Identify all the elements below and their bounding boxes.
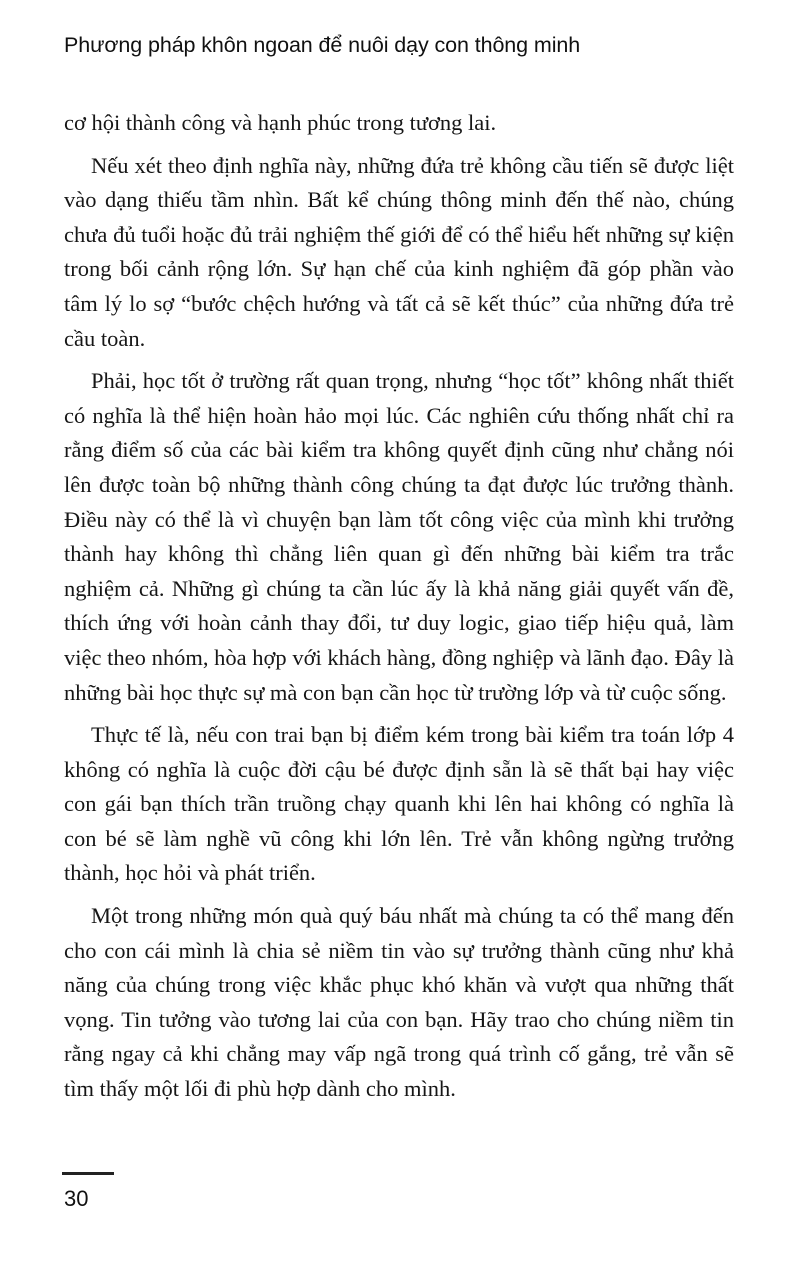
- running-header-title: Phương pháp khôn ngoan để nuôi dạy con thông minh: [64, 33, 581, 57]
- footer-divider: [62, 1172, 114, 1175]
- paragraph: Thực tế là, nếu con trai bạn bị điểm kém trong bài kiểm tra toán lớp 4 không có nghĩa là cuộc đời cậu bé được định sẵn là sẽ thất bại hay việc con gái bạn thích trần truồng chạy quanh khi lên hai không có nghĩa là con bé sẽ làm nghề vũ công khi lớn lên. Trẻ vẫn không ngừng trưởng thành, học hỏi và phát triển.: [64, 722, 734, 886]
- paragraph-continuation: cơ hội thành công và hạnh phúc trong tương lai.: [64, 110, 497, 135]
- page-body: [64, 106, 734, 1107]
- page-number: 30: [64, 1186, 89, 1211]
- paragraph: Một trong những món quà quý báu nhất mà chúng ta có thể mang đến cho con cái mình là chia sẻ niềm tin vào sự trưởng thành cũng như khả năng của chúng trong việc khắc phục khó khăn và vượt qua những thất vọng. Tin tưởng vào tương lai của con bạn. Hãy trao cho chúng niềm tin rằng ngay cả khi chẳng may vấp ngã trong quá trình cố gắng, trẻ vẫn sẽ tìm thấy một lối đi phù hợp dành cho mình.: [64, 903, 734, 1102]
- paragraph: Phải, học tốt ở trường rất quan trọng, nhưng “học tốt” không nhất thiết có nghĩa là thể hiện hoàn hảo mọi lúc. Các nghiên cứu thống nhất chỉ ra rằng điểm số của các bài kiểm tra không quyết định cũng như chẳng nói lên được toàn bộ những thành công chúng ta đạt được lúc trưởng thành. Điều này có thể là vì chuyện bạn làm tốt công việc của mình khi trưởng thành hay không thì chẳng liên quan gì đến những bài kiểm tra trắc nghiệm cả. Những gì chúng ta cần lúc ấy là khả năng giải quyết vấn đề, thích ứng với hoàn cảnh thay đổi, tư duy logic, giao tiếp hiệu quả, làm việc theo nhóm, hòa hợp với khách hàng, đồng nghiệp và lãnh đạo. Đây là những bài học thực sự mà con bạn cần học từ trường lớp và từ cuộc sống.: [64, 368, 734, 705]
- paragraph: Nếu xét theo định nghĩa này, những đứa trẻ không cầu tiến sẽ được liệt vào dạng thiếu tầm nhìn. Bất kể chúng thông minh đến thế nào, chúng chưa đủ tuổi hoặc đủ trải nghiệm thế giới để có thể hiểu hết những sự kiện trong bối cảnh rộng lớn. Sự hạn chế của kinh nghiệm đã góp phần vào tâm lý lo sợ “bước chệch hướng và tất cả sẽ kết thúc” của những đứa trẻ cầu toàn.: [64, 152, 734, 351]
